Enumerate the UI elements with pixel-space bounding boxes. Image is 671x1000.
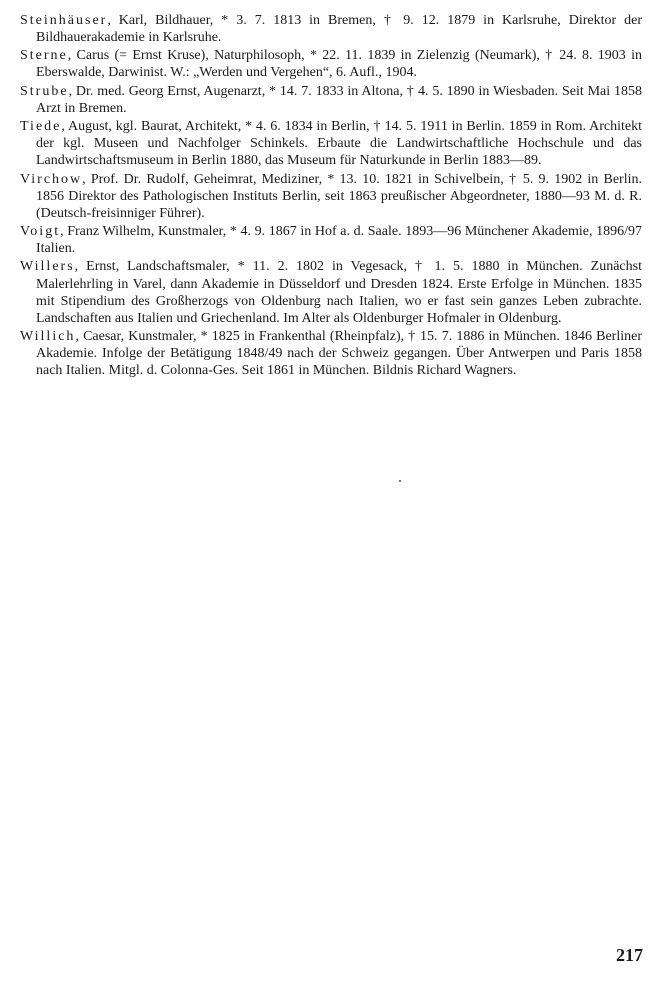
entry-virchow [20, 171, 642, 222]
entry-text: , Karl, Bildhauer, * 3. 7. 1813 in Bremen, † 9. 12. 1879 in Karlsruhe, Direktor der Bildhauerakademie in Karlsruhe. [36, 13, 642, 46]
entry-willich [20, 328, 642, 379]
entry-willers [20, 258, 642, 326]
entry-voigt [20, 223, 642, 257]
entry-name: Voigt [20, 224, 61, 240]
entry-text: , Caesar, Kunstmaler, * 1825 in Frankenthal (Rheinpfalz), † 15. 7. 1886 in München. 1846 Berliner Akademie. Infolge der Betätigung 1848/49 nach der Schweiz gegangen. Über Antwerpen und Paris 1858 nach Italien. Mitgl. d. Colonna-Ges. Seit 1861 in München. Bildnis Richard Wagners. [36, 329, 642, 379]
page-number: 217 [616, 945, 643, 965]
entry-text: , Carus (= Ernst Kruse), Naturphilosoph, * 22. 11. 1839 in Zielenzig (Neumark), † 24. 8. 1903 in Eberswalde, Darwinist. W.: „Werden und Vergehen“, 6. Aufl., 1904. [36, 48, 642, 81]
entry-name: Sterne [20, 48, 68, 64]
entry-name: Willich [20, 329, 76, 344]
entry-name: Steinhäuser [20, 13, 108, 28]
entry-steinhaeuser [20, 12, 642, 46]
entry-text: , August, kgl. Baurat, Architekt, * 4. 6. 1834 in Berlin, † 14. 5. 1911 in Berlin. 1859 in Rom. Architekt der kgl. Museen und Nachfolger Schinkels. Erbaute die Landwirtschaftliche Hochschule und das Landwirtschaftsmuseum in Berlin 1880, das Museum für Naturkunde in Berlin 1883—89. [36, 119, 642, 169]
entry-sterne [20, 47, 642, 81]
biography-entries [20, 12, 642, 380]
entry-tiede [20, 118, 642, 169]
entry-text: , Ernst, Landschaftsmaler, * 11. 2. 1802 in Vegesack, † 1. 5. 1880 in München. Zunächst Malerlehrling in Varel, dann Akademie in Düsseldorf und Dresden 1824. Erste Erfolge in München. 1835 mit Stipendium des Großherzogs von Oldenburg nach Italien, wo er fast sein ganzes Leben zubrachte. Landschaften aus Italien und Griechenland. Im Alter als Oldenburger Hofmaler in Oldenburg. [36, 259, 642, 326]
entry-name: Strube [20, 83, 69, 99]
entry-strube [20, 83, 642, 117]
entry-name: Virchow [20, 171, 83, 187]
entry-text: , Dr. med. Georg Ernst, Augenarzt, * 14. 7. 1833 in Altona, † 4. 5. 1890 in Wiesbaden. Seit Mai 1858 Arzt in Bremen. [36, 83, 642, 116]
entry-text: , Prof. Dr. Rudolf, Geheimrat, Mediziner, * 13. 10. 1821 in Schivelbein, † 5. 9. 1902 in Berlin. 1856 Direktor des Pathologischen Instituts Berlin, seit 1863 preußischer Abgeordneter, 1880—93 M. d. R. (Deutsch-freisinniger Führer). [36, 171, 642, 221]
entry-text: , Franz Wilhelm, Kunstmaler, * 4. 9. 1867 in Hof a. d. Saale. 1893—96 Münchener Akademie, 1896/97 Italien. [36, 224, 642, 257]
entry-name: Willers [20, 259, 75, 275]
entry-name: Tiede [20, 119, 62, 135]
print-speck [399, 480, 401, 482]
